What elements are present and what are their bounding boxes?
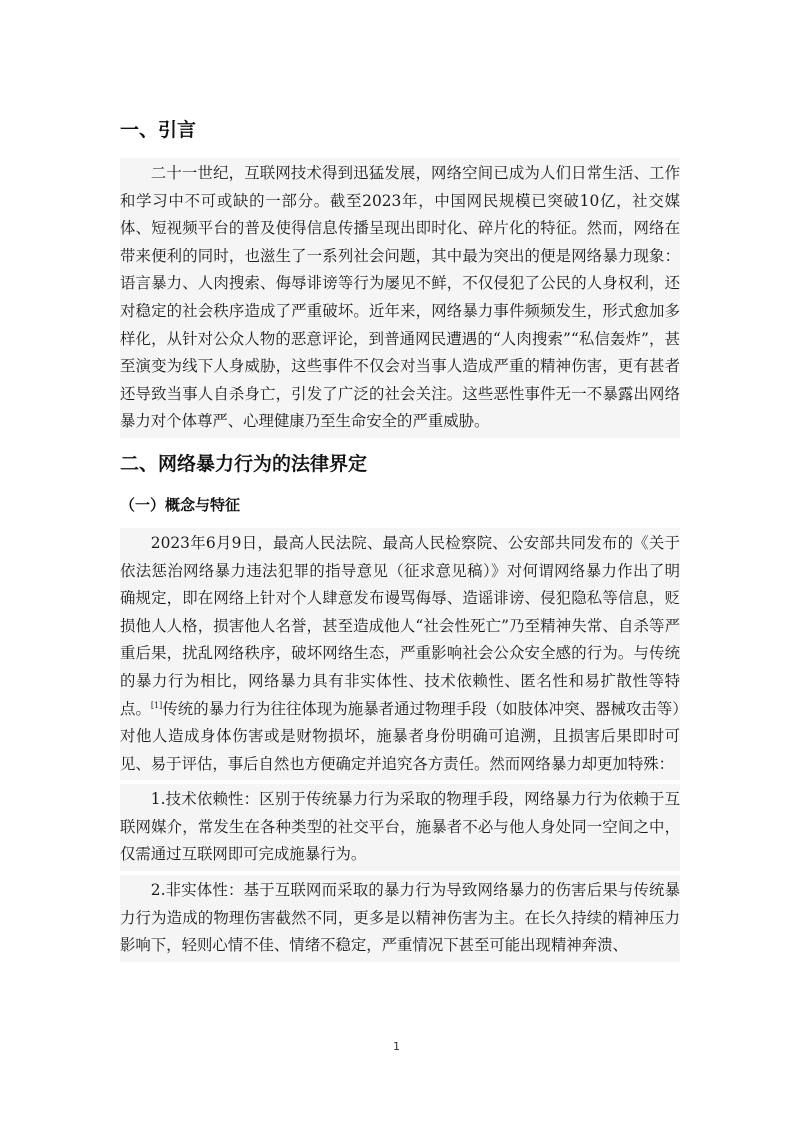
subsection-heading-concept-features: （一）概念与特征 xyxy=(120,495,241,514)
page-number: 1 xyxy=(393,1040,400,1053)
page-content xyxy=(120,112,680,962)
introduction-paragraph: 二十一世纪，互联网技术得到迅猛发展，网络空间已成为人们日常生活、工作和学习中不可或缺的一部分。截至2023年，中国网民规模已突破10亿，社交媒体、短视频平台的普及使得信息传播呈现出即时化、碎片化的特征。然而，网络在带来便利的同时，也滋生了一系列社会问题，其中最为突出的便是网络暴力现象：语言暴力、人肉搜索、侮辱诽谤等行为屡见不鲜，不仅侵犯了公民的人身权利，还对稳定的社会秩序造成了严重破坏。近年来，网络暴力事件频频发生，形式愈加多样化，从针对公众人物的恶意评论，到普通网民遭遇的“人肉搜索”“私信轰炸”，甚至演变为线下人身威胁，这些事件不仅会对当事人造成严重的精神伤害，更有甚者还导致当事人自杀身亡，引发了广泛的社会关注。这些恶性事件无一不暴露出网络暴力对个体尊严、心理健康乃至生命安全的严重威胁。 xyxy=(120,158,680,438)
list-item-non-physical: 2.非实体性：基于互联网而采取的暴力行为导致网络暴力的伤害后果与传统暴力行为造成的物理伤害截然不同，更多是以精神伤害为主。在长久持续的精神压力影响下，轻则心情不佳、情绪不稳定，严重情况下甚至可能出现精神奔溃、 xyxy=(120,875,680,962)
section-heading-legal-definition: 二、网络暴力行为的法律界定 xyxy=(120,452,368,475)
section-heading-introduction: 一、引言 xyxy=(120,119,197,141)
definition-paragraph xyxy=(120,528,680,780)
definition-text-after-ref: 传统的暴力行为往往体现为施暴者通过物理手段（如肢体冲突、器械攻击等）对他人造成身体伤害或是财物损坏，施暴者身份明确可追溯，且损害后果即时可见、易于评估，事后自然也方便确定并追究各方责任。然而网络暴力却更加特殊： xyxy=(120,699,680,773)
definition-text-before-ref: 2023年6月9日，最高人民法院、最高人民检察院、公安部共同发布的《关于依法惩治网络暴力违法犯罪的指导意见（征求意见稿）》对何谓网络暴力作出了明确规定，即在网络上针对个人肆意发布谩骂侮辱、造谣诽谤、侵犯隐私等信息，贬损他人人格，损害他人名誉，甚至造成他人“社会性死亡”乃至精神失常、自杀等严重后果，扰乱网络秩序，破坏网络生态，严重影响社会公众安全感的行为。与传统的暴力行为相比，网络暴力具有非实体性、技术依赖性、匿名性和易扩散性等特点。 xyxy=(120,533,680,718)
footnote-reference[interactable]: [1] xyxy=(150,700,163,710)
list-item-technology-dependence: 1.技术依赖性：区别于传统暴力行为采取的物理手段，网络暴力行为依赖于互联网媒介，常发生在各种类型的社交平台，施暴者不必与他人身处同一空间之中，仅需通过互联网即可完成施暴行为。 xyxy=(120,784,680,871)
